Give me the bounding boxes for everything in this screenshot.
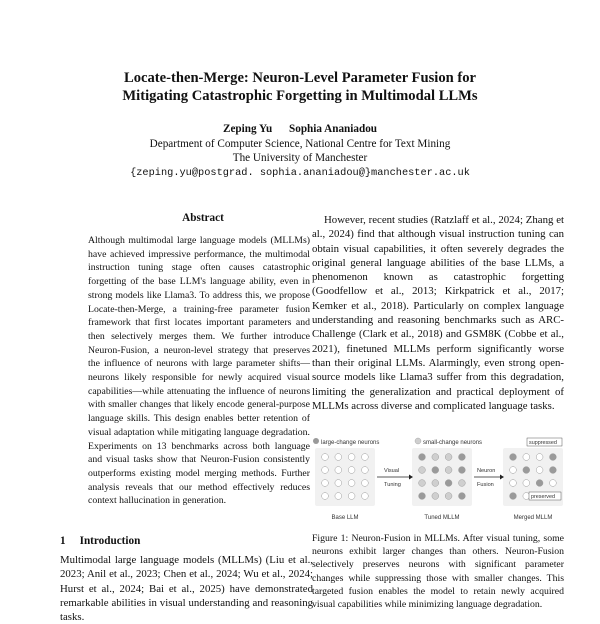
- neuron-node: [536, 454, 543, 461]
- figure-1-neuron-fusion: [305, 436, 570, 528]
- neuron-node: [335, 480, 342, 487]
- paper-title-line-2: Mitigating Catastrophic Forgetting in Multimodal LLMs: [122, 88, 478, 104]
- neuron-node: [419, 454, 426, 461]
- neuron-node: [322, 493, 329, 500]
- neuron-node: [348, 493, 355, 500]
- section-heading-introduction: [60, 535, 140, 547]
- neuron-node: [523, 467, 530, 474]
- abstract-heading: Abstract: [182, 212, 224, 224]
- neuron-node: [419, 467, 426, 474]
- neuron-node: [335, 467, 342, 474]
- neuron-node: [536, 480, 543, 487]
- neuron-node: [445, 480, 452, 487]
- author-name: Zeping Yu: [222, 123, 273, 135]
- neuron-node: [362, 480, 369, 487]
- neuron-node: [459, 467, 466, 474]
- neuron-node: [445, 467, 452, 474]
- neuron-node: [322, 467, 329, 474]
- affiliation-line-1: Department of Computer Science, National Centre for Text Mining: [149, 138, 451, 150]
- neuron-node: [550, 467, 557, 474]
- neuron-node: [445, 454, 452, 461]
- neuron-node: [445, 493, 452, 500]
- neuron-fusion-label-2: Fusion: [477, 482, 494, 488]
- neuron-node: [419, 493, 426, 500]
- neuron-node: [362, 493, 369, 500]
- neuron-node: [523, 454, 530, 461]
- abstract-body: Although multimodal large language models (MLLMs) have achieved impressive performance, the multimodal instruction tuning stage often causes catastrophic forgetting of the base LLM's language ability, even in strong models like Llama3. To address this, we propose Locate-then-Merge, a training-free parameter fusion framework that first locates important parameters and then selectively merges them. We further introduce Neuron-Fusion, a neuron-level strategy that preserves the influence of neurons with large parameter shifts—neurons likely responsible for newly acquired visual capabilities—while attenuating the influence of neurons with smaller changes that likely encode general-purpose language skills. This design enables better retention of visual adaptation while mitigating language degradation. Experiments on 13 benchmarks across both language and visual tasks show that Neuron-Fusion consistently outperforms existing model merging methods. Further analysis reveals that our method effectively reduces context hallucination in generation.: [88, 235, 310, 507]
- neuron-node: [348, 467, 355, 474]
- panel-label-base: Base LLM: [331, 515, 359, 521]
- neuron-node: [510, 467, 517, 474]
- paper-title-line-1: Locate-then-Merge: Neuron-Level Parameter Fusion for: [123, 70, 477, 86]
- neuron-node: [510, 454, 517, 461]
- neuron-node: [362, 467, 369, 474]
- section-number: 1: [60, 535, 66, 547]
- neuron-node: [550, 480, 557, 487]
- legend-large-icon: [313, 438, 319, 444]
- author-name: Sophia Ananiadou: [289, 123, 378, 135]
- figure-caption: Figure 1: Neuron-Fusion in MLLMs. After visual tuning, some neurons exhibit larger changes than others. Neuron-Fusion selectively preserves neurons with significant parameter changes while suppressing those with smaller changes. This targeted fusion enables the model to retain newly acquired visual capabilities while minimizing language degradation.: [312, 533, 564, 611]
- neuron-node: [550, 454, 557, 461]
- suppressed-label: suppressed: [529, 440, 557, 446]
- neuron-node: [432, 480, 439, 487]
- neuron-node: [419, 480, 426, 487]
- visual-tuning-label-1: Visual: [384, 468, 400, 474]
- visual-tuning-label-2: Tuning: [384, 482, 401, 488]
- neuron-node: [510, 493, 517, 500]
- panel-label-tuned: Tuned MLLM: [424, 515, 460, 521]
- neuron-node: [432, 493, 439, 500]
- neuron-node: [523, 493, 530, 500]
- neuron-node: [459, 480, 466, 487]
- section-title: Introduction: [79, 535, 141, 547]
- legend-large-label: large-change neurons: [321, 440, 380, 446]
- neuron-node: [348, 480, 355, 487]
- neuron-node: [335, 493, 342, 500]
- preserved-label: preserved: [531, 494, 555, 500]
- neuron-node: [459, 454, 466, 461]
- neuron-node: [322, 480, 329, 487]
- neuron-fusion-label-1: Neuron: [477, 468, 496, 474]
- author-email: {zeping.yu@postgrad. sophia.ananiadou@}manchester.ac.uk: [130, 167, 470, 179]
- neuron-node: [432, 467, 439, 474]
- neuron-node: [510, 480, 517, 487]
- neuron-node: [459, 493, 466, 500]
- neuron-node: [362, 454, 369, 461]
- author-list: [0, 123, 600, 135]
- neuron-node: [335, 454, 342, 461]
- neuron-node: [348, 454, 355, 461]
- right-column-paragraph: However, recent studies (Ratzlaff et al., 2024; Zhang et al., 2024) find that although visual instruction tuning can obtain visual capabilities, it often severely degrades the original general language abilities of the base LLMs, a phenomenon known as catastrophic forgetting (Goodfellow et al., 2013; Kirkpatrick et al., 2017; Kemker et al., 2018). Particularly on complex language understanding and reasoning benchmarks such as ARC-Challenge (Clark et al., 2018) and GSM8K (Cobbe et al., 2021), finetuned MLLMs perform significantly worse than their original LLMs. Alarmingly, even strong open-source models like Llama3 suffer from this degradation, limiting the generalization and practical deployment of MLLMs across diverse and complicated language tasks.: [312, 214, 564, 412]
- legend-small-label: small-change neurons: [423, 440, 483, 446]
- panel-label-merged: Merged MLLM: [513, 515, 553, 521]
- neuron-node: [322, 454, 329, 461]
- neuron-node: [536, 467, 543, 474]
- neuron-node: [432, 454, 439, 461]
- introduction-body: Multimodal large language models (MLLMs) (Liu et al., 2023; Anil et al., 2023; Chen et al., 2024; Wu et al., 2024; Hurst et al., 2024; Bai et al., 2025) have demonstrated remarkable abilities in visual understanding and reasoning tasks.: [60, 554, 313, 624]
- affiliation-line-2: The University of Manchester: [232, 152, 368, 164]
- neuron-node: [523, 480, 530, 487]
- legend-small-icon: [415, 438, 421, 444]
